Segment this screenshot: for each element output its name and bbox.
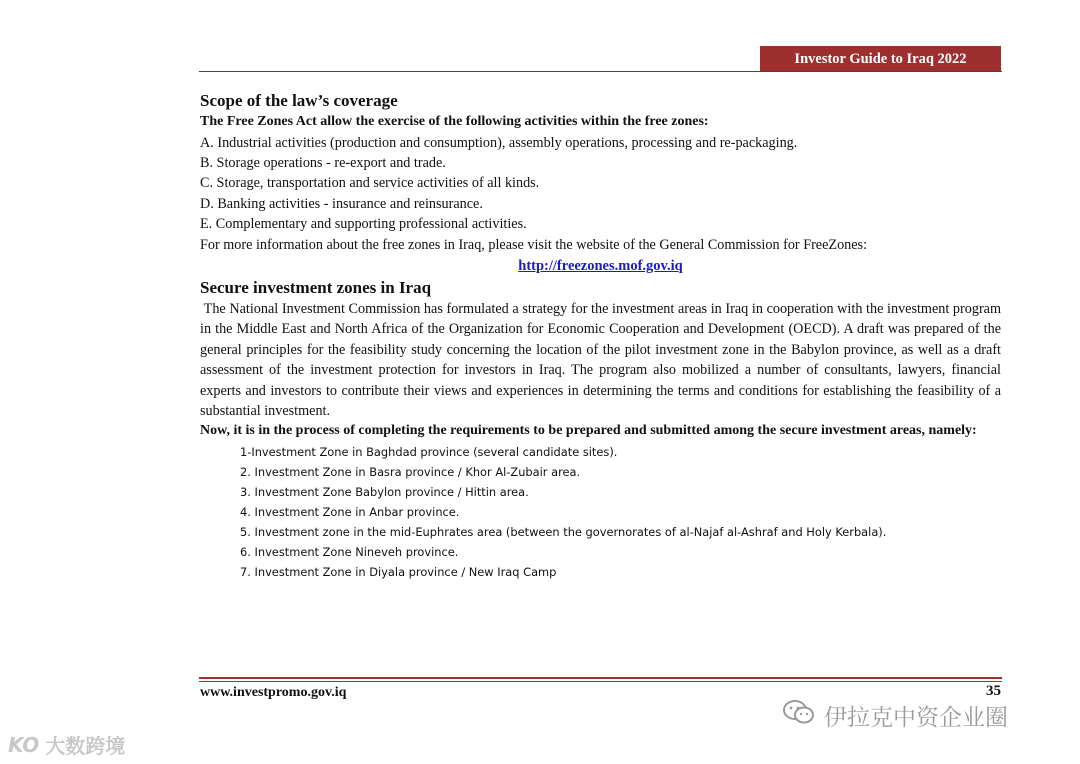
brand-logo-icon: KO [8,732,40,757]
zone-item: 3. Investment Zone Babylon province / Hittin area. [240,484,529,499]
watermark-left-text: 大数跨境 [45,734,126,758]
activity-item: E. Complementary and supporting professional activities. [200,216,527,233]
zone-item: 2. Investment Zone in Basra province / Khor Al-Zubair area. [240,464,581,479]
watermark-right-text: 伊拉克中资企业圈 [824,704,1008,731]
bold-statement: Now, it is in the process of completing the requirements to be prepared and submitted among the secure investment areas, namely: [200,423,977,439]
freezones-link[interactable]: http://freezones.mof.gov.iq [518,257,683,274]
header-title: Investor Guide to Iraq 2022 [760,46,1001,72]
footer-rule-thin [199,681,1002,682]
zone-list [200,442,1001,582]
more-info-text: For more information about the free zones in Iraq, please visit the website of the General Commission for FreeZones: [200,236,868,253]
footer-url: www.investpromo.gov.iq [200,685,347,700]
strategy-paragraph: The National Investment Commission has formulated a strategy for the investment areas in Iraq in cooperation with the investment program in the Middle East and North Africa of the Organization for Economic Cooperation and Development (OECD). A draft was prepared of the general principles for the feasibility study concerning the location of the pilot investment zone in the Babylon province, as well as a draft assessment of the investment protection for investors in Iraq. The program also mobilized a number of consultants, lawyers, financial experts and investors to contribute their views and experiences in determining the terms and conditions for establishing the feasibility of a substantial investment. [200,300,1005,419]
zone-item: 6. Investment Zone Nineveh province. [240,544,459,559]
activity-item: D. Banking activities - insurance and reinsurance. [200,195,483,212]
activity-item: A. Industrial activities (production and consumption), assembly operations, processing and re-packaging. [200,134,798,151]
watermark-left [8,730,125,759]
section-heading-scope: Scope of the law’s coverage [200,91,398,110]
zone-item: 5. Investment zone in the mid-Euphrates area (between the governorates of al-Najaf al-Ashraf and Holy Kerbala). [240,524,887,539]
section-intro: The Free Zones Act allow the exercise of the following activities within the free zones: [200,114,709,129]
footer-rule-thick [199,677,1002,679]
activity-item: C. Storage, transportation and service activities of all kinds. [200,175,540,192]
watermark-right [782,698,1008,732]
page-number: 35 [986,683,1001,699]
zone-item: 4. Investment Zone in Anbar province. [240,504,460,519]
zone-item: 1-Investment Zone in Baghdad province (several candidate sites). [240,444,618,459]
zone-item: 7. Investment Zone in Diyala province / New Iraq Camp [240,564,557,579]
header-rule [199,71,1002,72]
wechat-icon [782,698,816,732]
page-content [200,90,1005,582]
activity-item: B. Storage operations - re-export and trade. [200,154,446,171]
link-container [200,255,1001,277]
section-heading-secure-zones: Secure investment zones in Iraq [200,277,432,297]
